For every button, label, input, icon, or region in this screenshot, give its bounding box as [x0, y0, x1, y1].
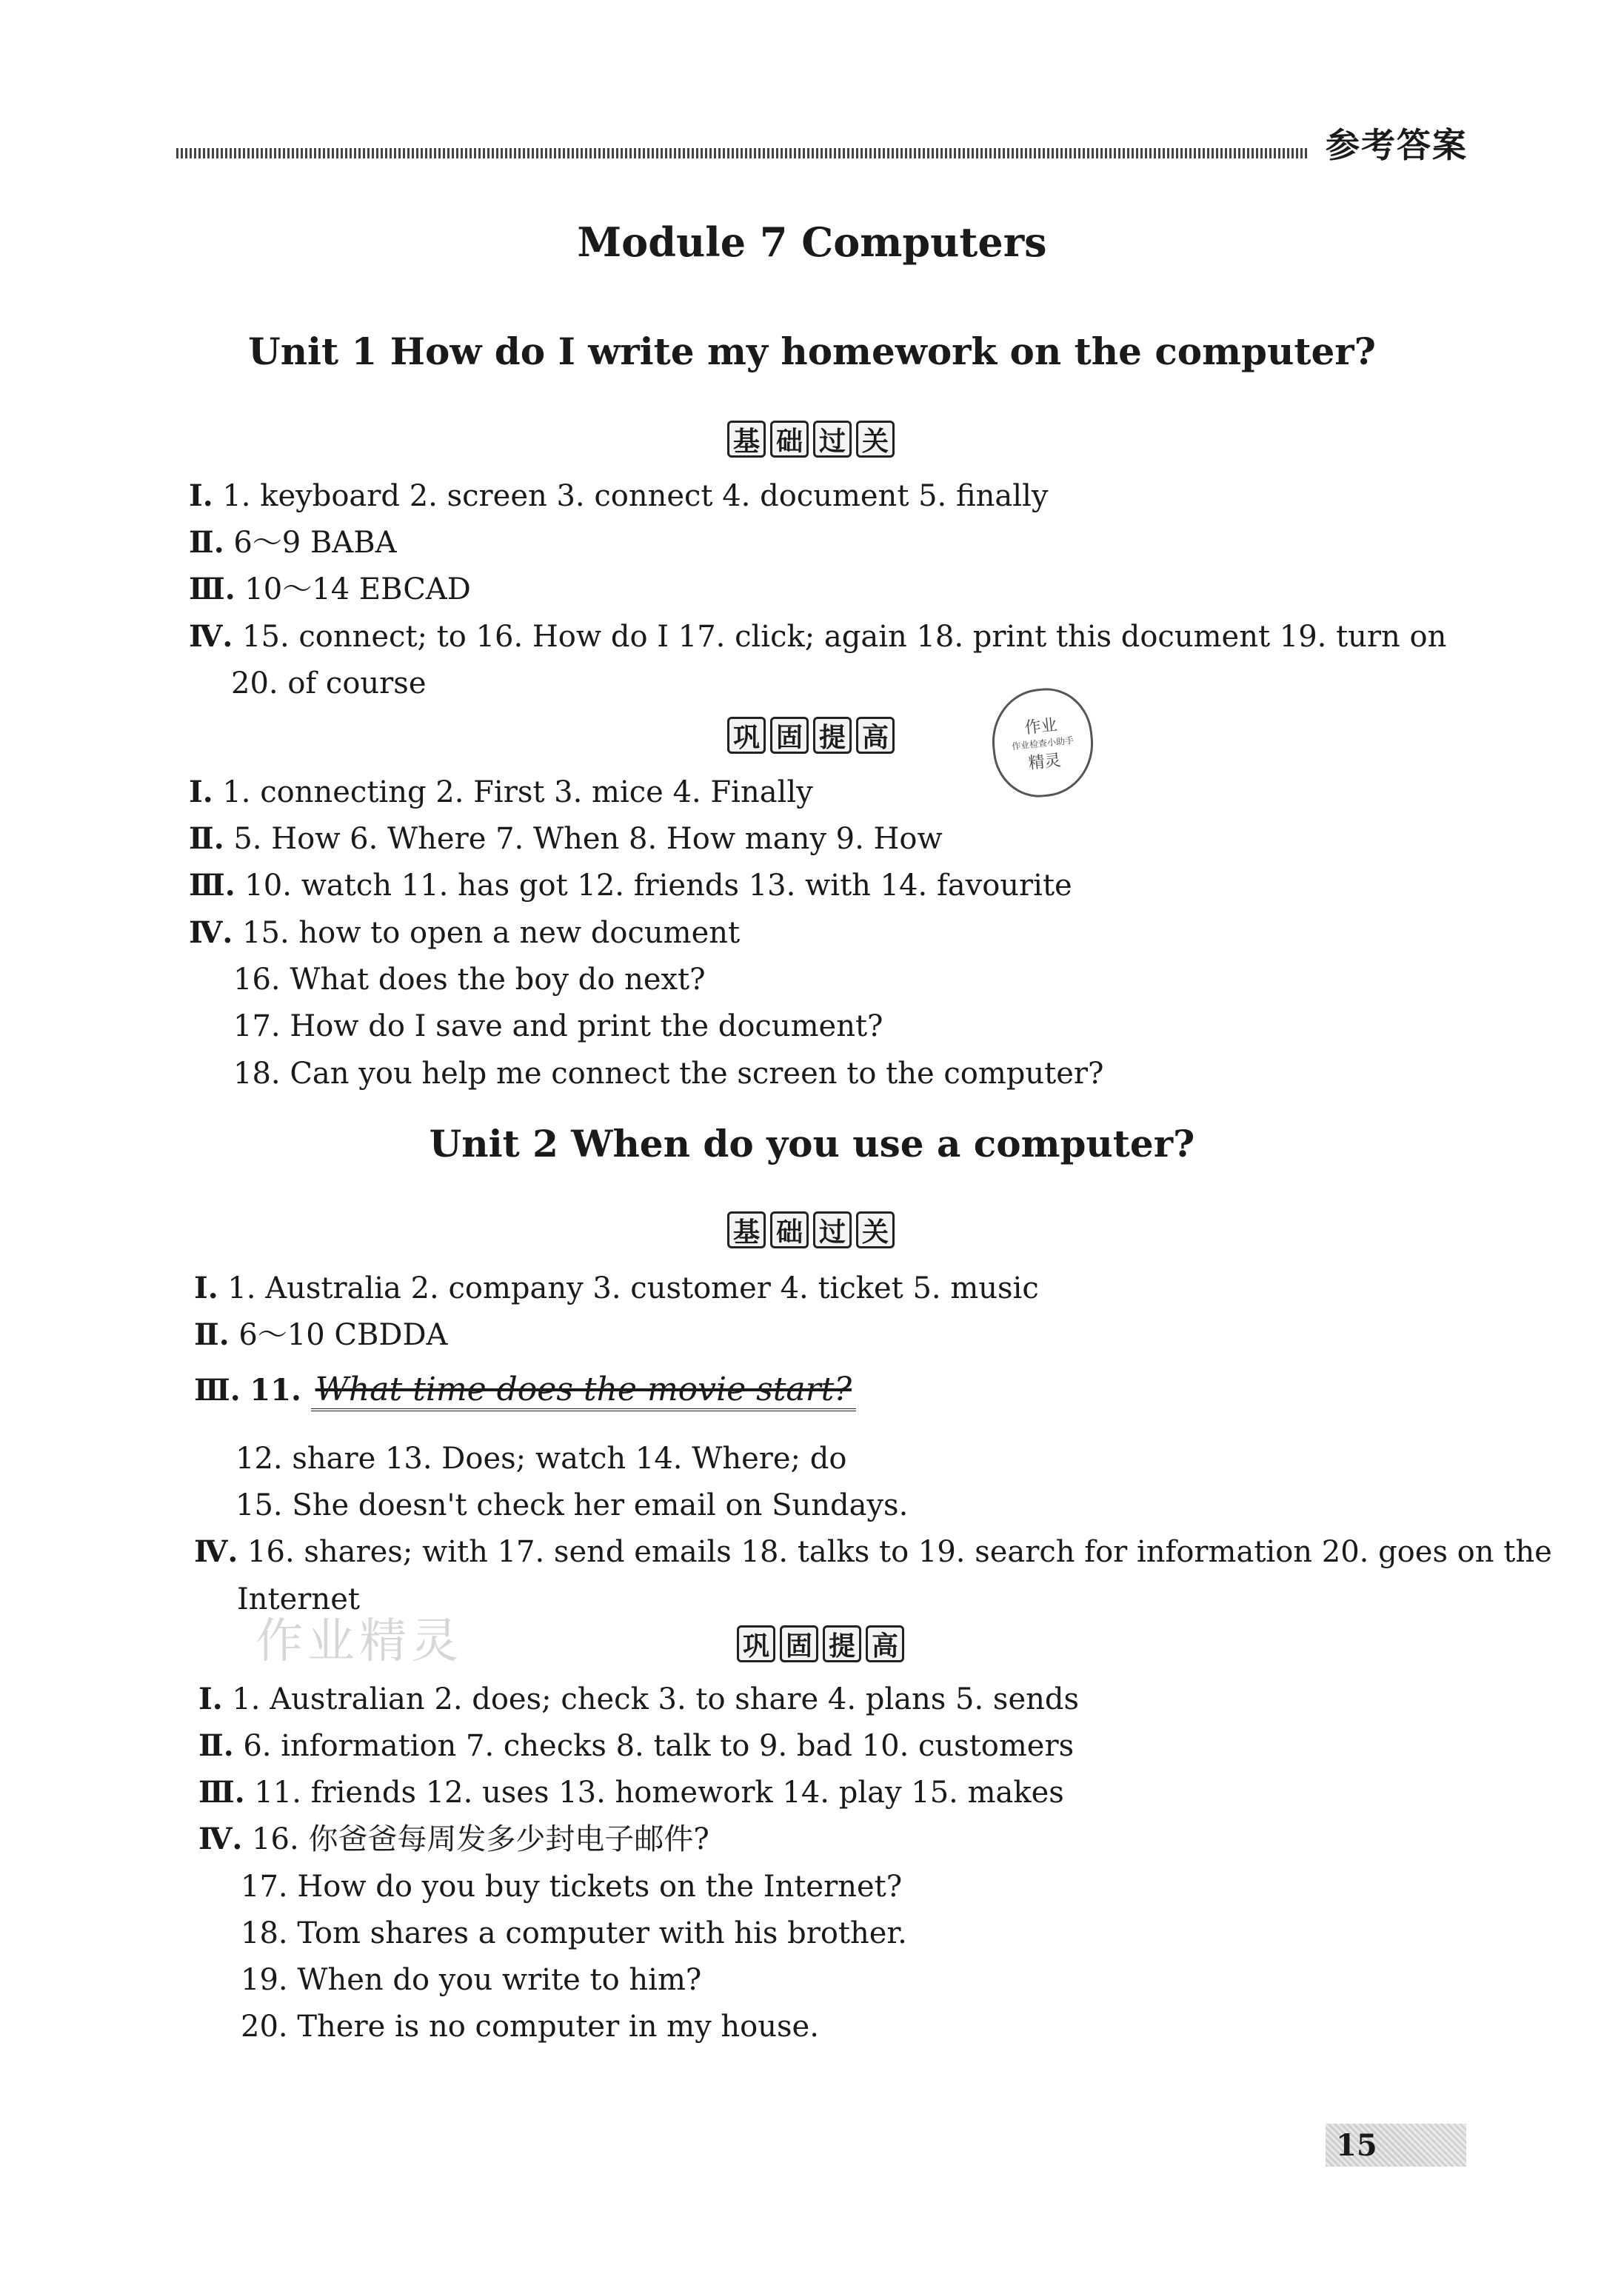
homework-stamp-icon: [987, 683, 1099, 801]
unit2-basic-badge: [727, 1211, 895, 1248]
answer-text: 5. How 6. Where 7. When 8. How many 9. How: [233, 822, 943, 856]
roman-numeral: Ⅱ.: [194, 1317, 230, 1352]
u2-adv-IV-18: 18. Tom shares a computer with his brother.: [241, 1916, 907, 1950]
u1-basic-III: [189, 572, 471, 606]
u1-basic-II: [189, 525, 397, 560]
badge-char: 础: [770, 421, 809, 458]
stamp-line: 作业检查小助手: [1011, 735, 1075, 752]
roman-numeral: Ⅳ.: [189, 619, 233, 654]
answer-text: 11. friends 12. uses 13. homework 14. play 15. makes: [254, 1776, 1064, 1810]
answer-text: 1. Australia 2. company 3. customer 4. ticket 5. music: [227, 1271, 1039, 1305]
roman-numeral: Ⅳ.: [194, 1534, 238, 1569]
stamp-line: 作业: [1023, 715, 1058, 738]
roman-numeral: Ⅰ.: [189, 478, 213, 513]
roman-numeral: Ⅱ.: [189, 821, 224, 856]
u1-adv-II: [189, 821, 943, 856]
u1-adv-IV: [189, 915, 741, 950]
badge-char: 过: [813, 421, 852, 458]
u2-basic-IV: [194, 1534, 1552, 1569]
badge-char: 础: [770, 1211, 809, 1248]
roman-numeral: Ⅱ.: [198, 1728, 234, 1763]
u1-basic-I: [189, 478, 1049, 513]
roman-numeral: Ⅰ.: [194, 1271, 218, 1305]
u2-adv-IV-20: 20. There is no computer in my house.: [241, 2010, 819, 2044]
u2-basic-III-12: 12. share 13. Does; watch 14. Where; do: [235, 1442, 847, 1476]
module-title: Module 7 Computers: [577, 218, 1047, 266]
u2-adv-III: [198, 1775, 1064, 1810]
badge-char: 基: [727, 421, 766, 458]
u2-adv-IV-19: 19. When do you write to him?: [241, 1963, 702, 1997]
u1-adv-IV-17: 17. How do I save and print the document?: [233, 1009, 883, 1043]
badge-char: 固: [780, 1625, 818, 1662]
page-number: 15: [1326, 2124, 1466, 2167]
u2-basic-III-15: 15. She doesn't check her email on Sundays.: [235, 1488, 909, 1522]
u2-adv-IV: [198, 1822, 709, 1856]
badge-char: 高: [866, 1625, 904, 1662]
u1-adv-I: [189, 777, 813, 807]
answer-text: 1. connecting 2. First 3. mice 4. Finally: [222, 775, 813, 809]
u1-adv-III: [189, 868, 1072, 903]
badge-char: 提: [813, 717, 852, 754]
unit2-title: Unit 2 When do you use a computer?: [429, 1122, 1195, 1165]
roman-numeral: Ⅲ.: [194, 1373, 241, 1408]
unit1-basic-badge: [727, 421, 895, 458]
header-rule: [176, 148, 1309, 158]
badge-char: 过: [813, 1211, 852, 1248]
badge-char: 固: [770, 717, 809, 754]
answer-text: 10～14 EBCAD: [244, 572, 471, 606]
u2-adv-IV-17: 17. How do you buy tickets on the Internet?: [241, 1870, 903, 1904]
answer-text: 16. shares; with 17. send emails 18. talks to 19. search for information 20. goes on the: [247, 1535, 1552, 1569]
answer-text: 6～9 BABA: [233, 526, 397, 560]
u2-adv-I: [198, 1682, 1080, 1716]
answer-text: 15. connect; to 16. How do I 17. click; again 18. print this document 19. turn on: [242, 620, 1447, 654]
unit1-title: Unit 1 How do I write my homework on the computer?: [248, 330, 1376, 373]
u2-basic-III: [194, 1371, 856, 1408]
answer-text: 6～10 CBDDA: [238, 1318, 448, 1352]
u2-basic-I: [194, 1271, 1039, 1305]
u1-adv-IV-16: 16. What does the boy do next?: [233, 963, 706, 997]
u2-basic-IV-cont: Internet: [237, 1582, 360, 1616]
answer-text: 15. how to open a new document: [242, 916, 741, 950]
badge-char: 提: [823, 1625, 861, 1662]
u1-basic-IV: [189, 619, 1447, 654]
unit2-advanced-badge: [737, 1625, 904, 1662]
u2-adv-II: [198, 1728, 1075, 1763]
badge-char: 基: [727, 1211, 766, 1248]
roman-numeral: Ⅰ.: [198, 1682, 223, 1716]
answer-text: 10. watch 11. has got 12. friends 13. with 14. favourite: [244, 869, 1072, 903]
badge-char: 关: [856, 421, 895, 458]
answer-text: 6. information 7. checks 8. talk to 9. bad 10. customers: [243, 1729, 1075, 1763]
roman-numeral: Ⅲ.: [189, 572, 235, 606]
roman-numeral: Ⅳ.: [198, 1822, 243, 1856]
roman-numeral: Ⅰ.: [189, 775, 213, 809]
answer-text: 16. 你爸爸每周发多少封电子邮件?: [252, 1822, 709, 1856]
watermark: 作业精灵: [255, 1614, 463, 1669]
badge-char: 巩: [727, 717, 766, 754]
u1-basic-IV-cont: 20. of course: [231, 666, 427, 700]
stamp-line: 精灵: [1027, 751, 1062, 773]
roman-numeral: Ⅳ.: [189, 915, 233, 950]
question-number: 11.: [250, 1373, 301, 1408]
u1-adv-IV-18: 18. Can you help me connect the screen to the computer?: [233, 1057, 1104, 1091]
roman-numeral: Ⅲ.: [198, 1775, 245, 1810]
roman-numeral: Ⅲ.: [189, 868, 235, 903]
u2-basic-II: [194, 1317, 448, 1352]
answer-text: 1. Australian 2. does; check 3. to share 4. plans 5. sends: [232, 1682, 1080, 1716]
badge-char: 高: [856, 717, 895, 754]
badge-char: 关: [856, 1211, 895, 1248]
badge-char: 巩: [737, 1625, 775, 1662]
handwritten-answer: What time does the movie start?: [311, 1371, 856, 1411]
answer-text: 1. keyboard 2. screen 3. connect 4. document 5. finally: [222, 479, 1049, 513]
roman-numeral: Ⅱ.: [189, 525, 224, 560]
header-title: 参考答案: [1326, 125, 1468, 165]
unit1-advanced-badge: [727, 717, 895, 754]
